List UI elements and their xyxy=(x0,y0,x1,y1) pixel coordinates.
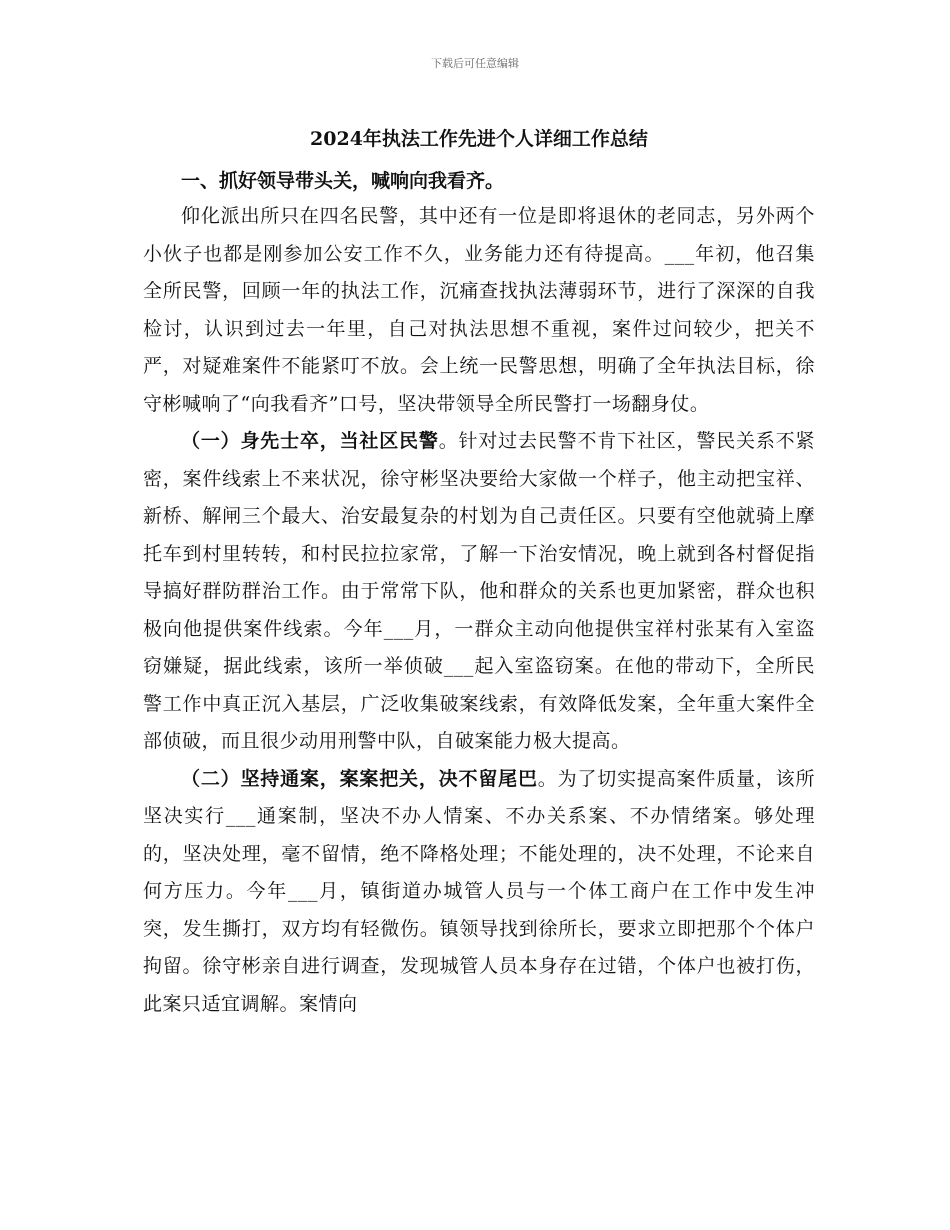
paragraph-2 xyxy=(143,423,815,761)
document-title: 2024年执法工作先进个人详细工作总结 xyxy=(310,128,648,150)
header-note: 下载后可任意编辑 xyxy=(431,57,519,70)
document-body xyxy=(143,122,815,1023)
paragraph-3-lead: （二）坚持通案，案案把关，决不留尾巴 xyxy=(181,767,538,790)
paragraph-1: 仰化派出所只在四名民警，其中还有一位是即将退休的老同志，另外两个小伙子也都是刚参加公安工作不久，业务能力还有待提高。___年初，他召集全所民警，回顾一年的执法工作，沉痛查找执法薄弱环节，进行了深深的自我检讨，认识到过去一年里，自己对执法思想不重视，案件过问较少，把关不严，对疑难案件不能紧叮不放。会上统一民警思想，明确了全年执法目标，徐守彬喊响了“向我看齐”口号，坚决带领导全所民警打一场翻身仗。 xyxy=(143,205,815,415)
paragraph-2-lead: （一）身先士卒，当社区民警 xyxy=(181,430,439,452)
section-heading-1: 一、抓好领导带头关，喊响向我看齐。 xyxy=(181,170,505,192)
paragraph-2-body: 。针对过去民警不肯下社区，警民关系不紧密，案件线索上不来状况，徐守彬坚决要给大家做一个样子，他主动把宝祥、新桥、解闸三个最大、治安最复杂的村划为自己责任区。只要有空他就骑上摩托车到村里转转，和村民拉拉家常，了解一下治安情况，晚上就到各村督促指导搞好群防群治工作。由于常常下队，他和群众的关系也更加紧密，群众也积极向他提供案件线索。今年___月，一群众主动向他提供宝祥村张某有入室盗窃嫌疑，据此线索，该所一举侦破___起入室盗窃案。在他的带动下，全所民警工作中真正沉入基层，广泛收集破案线索，有效降低发案，全年重大案件全部侦破，而且很少动用刑警中队，自破案能力极大提高。 xyxy=(143,430,815,752)
paragraph-3 xyxy=(143,761,815,1024)
paragraph-3-body: 。为了切实提高案件质量，该所坚决实行___通案制，坚决不办人情案、不办关系案、不办情绪案。够处理的，坚决处理，毫不留情，绝不降格处理；不能处理的，决不处理，不论来自何方压力。今年___月，镇街道办城管人员与一个体工商户在工作中发生冲突，发生撕打，双方均有轻微伤。镇领导找到徐所长，要求立即把那个个体户拘留。徐守彬亲自进行调查，发现城管人员本身存在过错，个体户也被打伤，此案只适宜调解。案情向 xyxy=(143,767,815,1015)
